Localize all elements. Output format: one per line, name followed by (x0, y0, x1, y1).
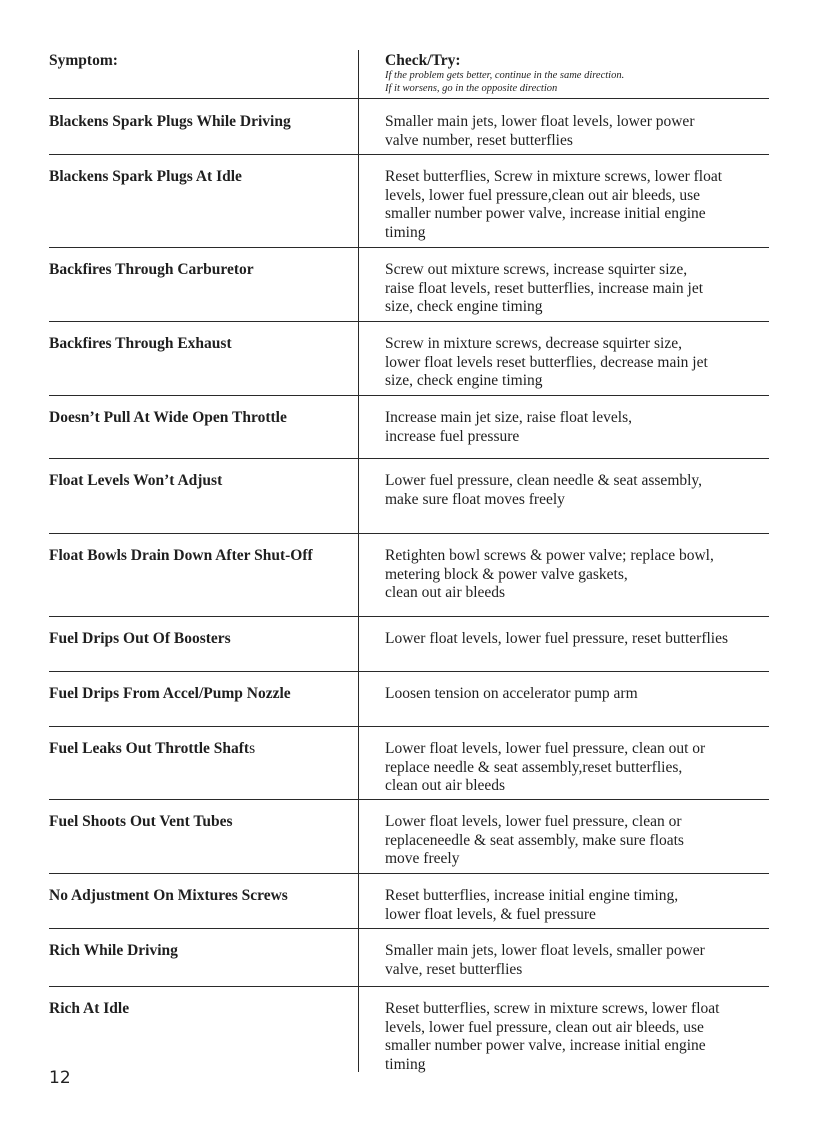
check-try-line: levels, lower fuel pressure,clean out air bleeds, use (385, 186, 701, 204)
check-try-cell (385, 630, 769, 649)
symptom-cell (49, 630, 349, 649)
symptom-text: Blackens Spark Plugs At Idle (49, 168, 242, 185)
check-try-line: Loosen tension on accelerator pump arm (385, 685, 638, 702)
table-row (49, 799, 769, 874)
check-try-cell (385, 887, 769, 924)
table-row (49, 873, 769, 929)
check-try-cell (385, 547, 769, 603)
check-try-line: Lower float levels, lower fuel pressure, reset butterflies (385, 630, 729, 647)
table-row (49, 533, 769, 617)
table-header (49, 51, 769, 99)
check-try-cell (385, 168, 769, 242)
check-try-cell (385, 942, 769, 979)
check-try-line: size, check engine timing (385, 298, 543, 315)
check-try-line: Screw in mixture screws, decrease squirter size, (385, 335, 682, 352)
check-try-cell (385, 409, 769, 446)
symptom-cell (49, 887, 349, 906)
check-try-cell (385, 472, 769, 509)
check-try-cell (385, 113, 769, 150)
direction-note-line-1: If the problem gets better, continue in the same direction. (385, 70, 625, 81)
symptom-cell (49, 547, 349, 566)
symptom-text: Backfires Through Exhaust (49, 335, 232, 352)
check-try-line: Smaller main jets, lower float levels, smaller power (385, 942, 705, 959)
table-row (49, 928, 769, 987)
symptom-cell (49, 685, 349, 704)
check-try-line: replace needle & seat assembly,reset butterflies, (385, 758, 683, 776)
symptom-text: Fuel Leaks Out Throttle Shaft (49, 740, 250, 757)
check-try-cell (385, 335, 769, 391)
table-row (49, 986, 769, 1076)
check-try-line: lower float levels reset butterflies, decrease main jet (385, 353, 708, 371)
table-row (49, 726, 769, 800)
check-try-cell (385, 813, 769, 869)
symptom-text: Backfires Through Carburetor (49, 261, 254, 278)
symptom-text-suffix: s (249, 740, 256, 757)
check-try-line: Retighten bowl screws & power valve; replace bowl, (385, 547, 714, 564)
check-try-line: clean out air bleeds (385, 777, 506, 794)
table-row (49, 671, 769, 727)
symptom-text: Fuel Shoots Out Vent Tubes (49, 813, 233, 830)
symptom-text: Blackens Spark Plugs While Driving (49, 113, 291, 130)
page-number: 12 (49, 1068, 71, 1088)
symptom-cell (49, 113, 349, 132)
symptom-text: Rich At Idle (49, 1000, 130, 1017)
check-try-line: Lower fuel pressure, clean needle & seat assembly, (385, 472, 703, 489)
check-try-line: replaceneedle & seat assembly, make sure floats (385, 831, 684, 849)
table-row (49, 458, 769, 534)
check-try-line: metering block & power valve gaskets, (385, 565, 628, 583)
check-try-line: Reset butterflies, Screw in mixture screws, lower float (385, 168, 723, 185)
symptom-cell (49, 813, 349, 832)
check-try-line: Smaller main jets, lower float levels, lower power (385, 113, 695, 130)
symptom-text: Fuel Drips From Accel/Pump Nozzle (49, 685, 291, 702)
symptom-cell (49, 335, 349, 354)
check-try-line: Increase main jet size, raise float levels, (385, 409, 633, 426)
table-row (49, 99, 769, 155)
check-try-cell (385, 261, 769, 317)
check-try-cell (385, 1000, 769, 1074)
check-try-title: Check/Try: (385, 52, 461, 69)
check-try-line: smaller number power valve, increase initial engine (385, 205, 706, 222)
table-row (49, 321, 769, 396)
symptom-cell (49, 472, 349, 491)
check-try-line: Reset butterflies, increase initial engine timing, (385, 887, 679, 904)
symptom-cell (49, 942, 349, 961)
check-try-line: valve number, reset butterflies (385, 131, 573, 149)
symptom-cell (49, 740, 349, 759)
symptom-text: Float Bowls Drain Down After Shut-Off (49, 547, 313, 564)
check-try-line: size, check engine timing (385, 372, 543, 389)
symptom-cell (49, 1000, 349, 1019)
check-try-line: increase fuel pressure (385, 427, 520, 445)
check-try-line: raise float levels, reset butterflies, increase main jet (385, 279, 704, 297)
symptom-cell (49, 168, 349, 187)
check-try-line: valve, reset butterflies (385, 960, 523, 978)
check-try-line: move freely (385, 850, 460, 867)
symptom-cell (49, 261, 349, 280)
check-column-heading (385, 52, 769, 95)
direction-note-line-2: If it worsens, go in the opposite direction (385, 82, 558, 94)
check-try-line: lower float levels, & fuel pressure (385, 905, 596, 923)
table-row (49, 247, 769, 322)
check-try-cell (385, 685, 769, 704)
symptom-text: Doesn’t Pull At Wide Open Throttle (49, 409, 287, 426)
symptom-text: No Adjustment On Mixtures Screws (49, 887, 288, 904)
symptom-text: Float Levels Won’t Adjust (49, 472, 223, 489)
symptom-column-heading: Symptom: (49, 52, 118, 69)
check-try-line: timing (385, 1055, 426, 1073)
check-try-line: timing (385, 223, 426, 241)
check-try-line: levels, lower fuel pressure, clean out air bleeds, use (385, 1018, 704, 1036)
check-try-line: Lower float levels, lower fuel pressure, clean or (385, 813, 682, 830)
check-try-line: clean out air bleeds (385, 584, 506, 601)
check-try-line: Lower float levels, lower fuel pressure, clean out or (385, 740, 706, 757)
check-try-line: Reset butterflies, screw in mixture screws, lower float (385, 1000, 720, 1017)
check-try-cell (385, 740, 769, 796)
symptom-text: Rich While Driving (49, 942, 178, 959)
table-row (49, 154, 769, 248)
check-try-line: smaller number power valve, increase initial engine (385, 1037, 706, 1054)
symptom-text: Fuel Drips Out Of Boosters (49, 630, 231, 647)
symptom-cell (49, 409, 349, 428)
table-row (49, 616, 769, 672)
table-row (49, 395, 769, 459)
check-try-line: make sure float moves freely (385, 490, 565, 508)
check-try-line: Screw out mixture screws, increase squirter size, (385, 261, 688, 278)
